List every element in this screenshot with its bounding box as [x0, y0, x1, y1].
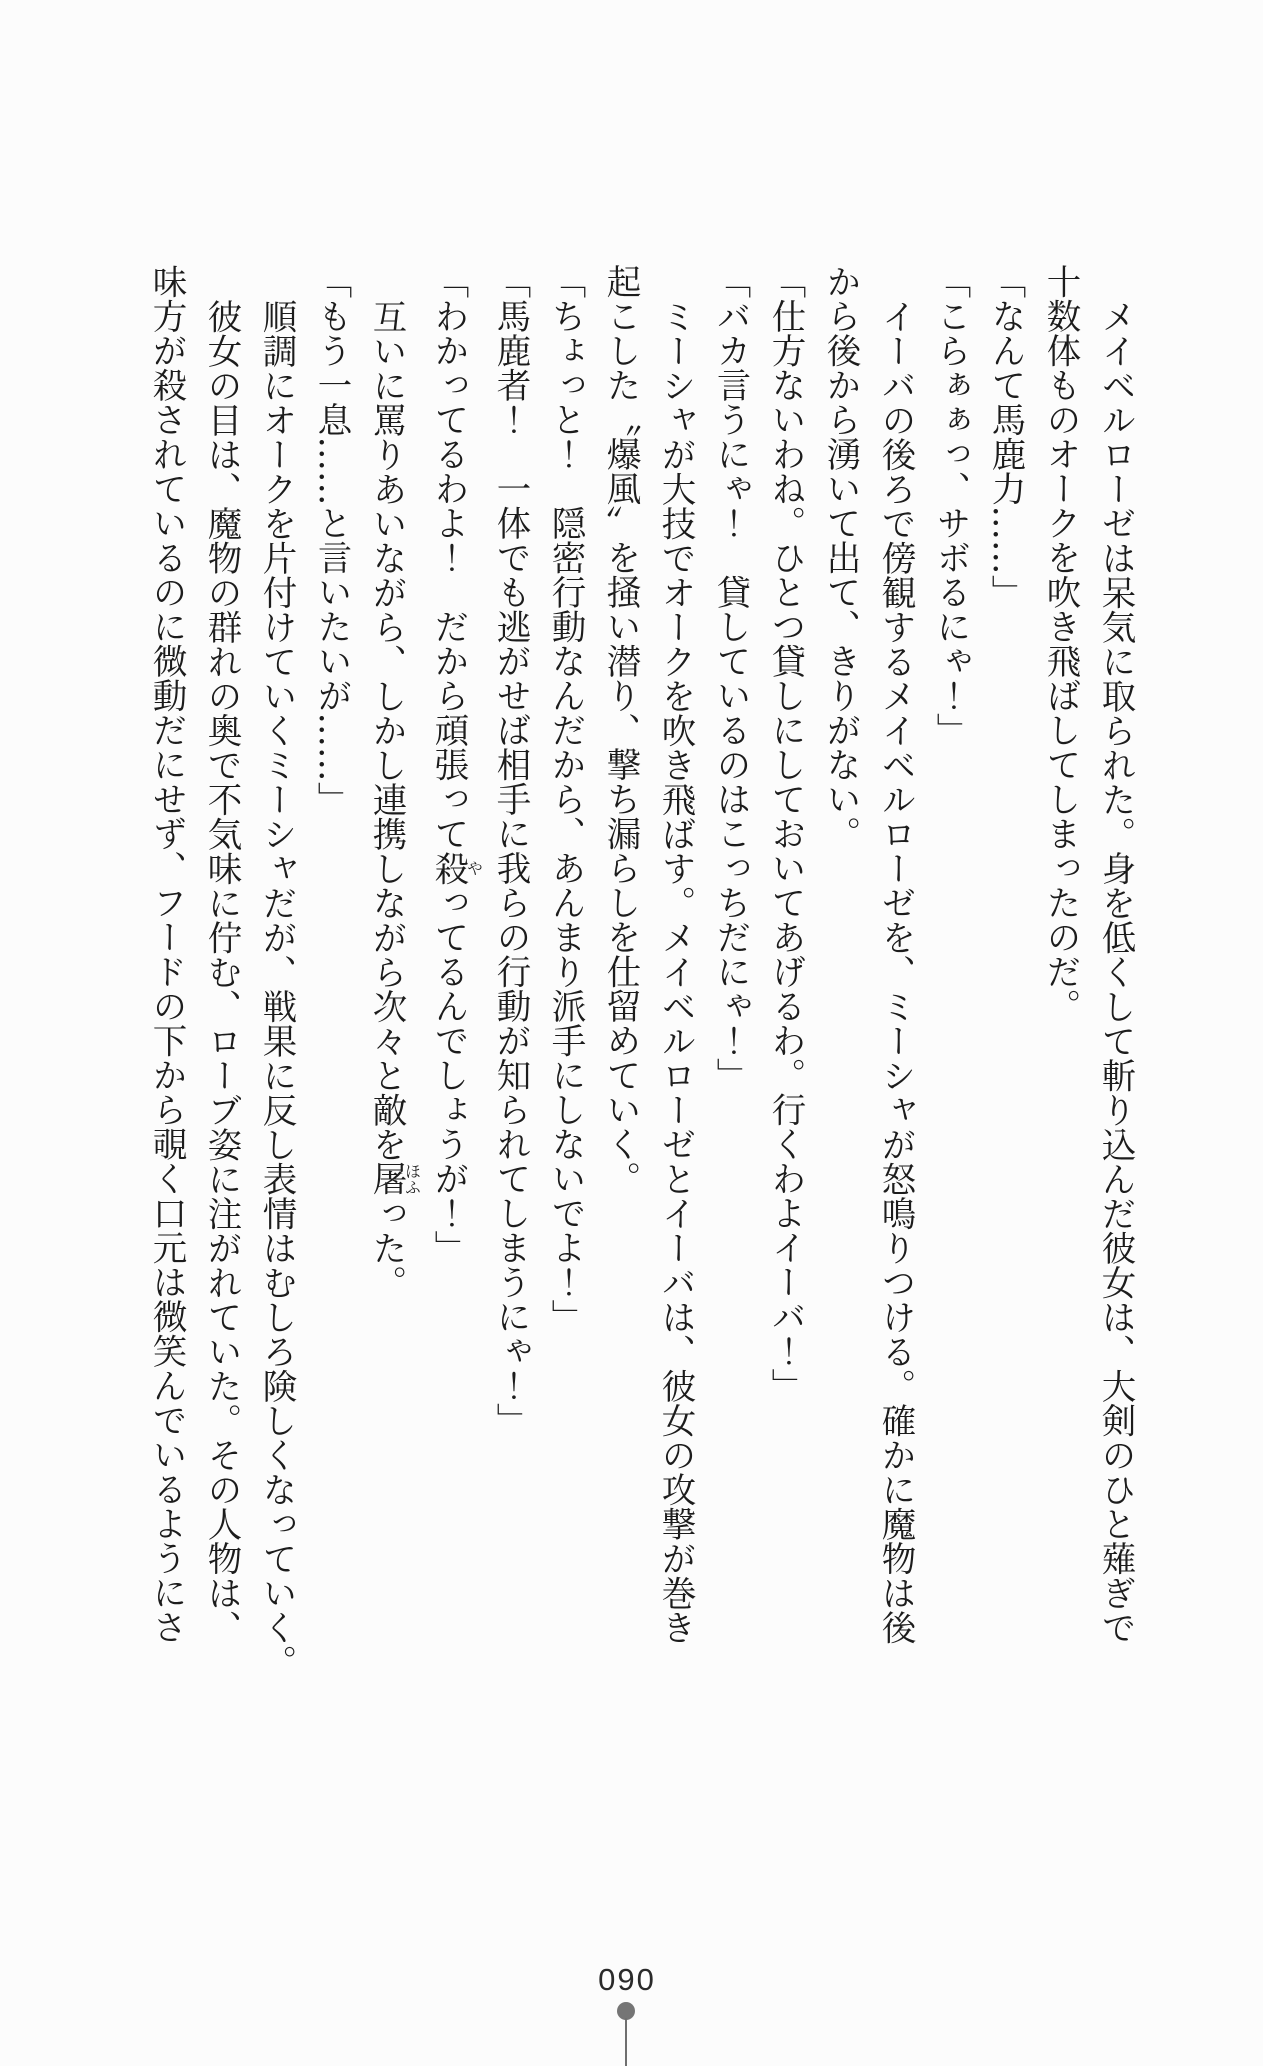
text-line: 起こした〝爆風〟を掻い潜り、撃ち漏らしを仕留めていく。	[600, 264, 640, 1196]
text-line: 順調にオークを片付けていくミーシャだが、戦果に反し表情はむしろ険しくなっていく。	[256, 298, 296, 1679]
ruby-annotated-word: 殺や	[428, 850, 484, 885]
novel-text-block	[138, 264, 1142, 1684]
text-line: メイベルローゼは呆気に取られた。身を低くして斬り込んだ彼女は、大剣のひと薙ぎで	[1095, 298, 1135, 1644]
footer-ornament-line	[625, 2018, 627, 2066]
text-line: 「馬鹿者！ 一体でも逃がせば相手に我らの行動が知られてしまうにゃ！」	[490, 264, 530, 1437]
text-line: 十数体ものオークを吹き飛ばしてしまったのだ。	[1040, 264, 1080, 1023]
text-line: 「こらぁぁっ、サボるにゃ！」	[930, 264, 970, 747]
text-line: から後から湧いて出て、きりがない。	[820, 264, 860, 851]
text-line: 互いに罵りあいながら、しかし連携しながら次々と敵を屠ほふった。	[366, 298, 422, 1299]
ruby-annotated-word: 屠ほふ	[366, 1161, 422, 1196]
text-line: 「もう一息……と言いたいが……」	[311, 264, 351, 816]
text-line: 「わかってるわよ！ だから頑張って殺やってるんでしょうが！」	[428, 264, 484, 1265]
text-line: 「なんて馬鹿力……」	[985, 264, 1025, 609]
text-line: ミーシャが大技でオークを吹き飛ばす。メイベルローゼとイーバは、彼女の攻撃が巻き	[655, 298, 695, 1644]
text-line: 「ちょっと！ 隠密行動なんだから、あんまり派手にしないでよ！」	[545, 264, 585, 1334]
text-line: 「仕方ないわね。ひとつ貸しにしておいてあげるわ。行くわよイーバ！」	[765, 264, 805, 1403]
text-line: 「バカ言うにゃ！ 貸しているのはこっちだにゃ！」	[710, 264, 750, 1092]
page-number: 090	[598, 1962, 656, 1997]
text-line: 味方が殺されているのに微動だにせず、フードの下から覗く口元は微笑んでいるようにさ	[146, 264, 186, 1644]
text-line: イーバの後ろで傍観するメイベルローゼを、ミーシャが怒鳴りつける。確かに魔物は後	[875, 298, 915, 1644]
text-line: 彼女の目は、魔物の群れの奥で不気味に佇む、ローブ姿に注がれていた。その人物は、	[201, 298, 241, 1644]
